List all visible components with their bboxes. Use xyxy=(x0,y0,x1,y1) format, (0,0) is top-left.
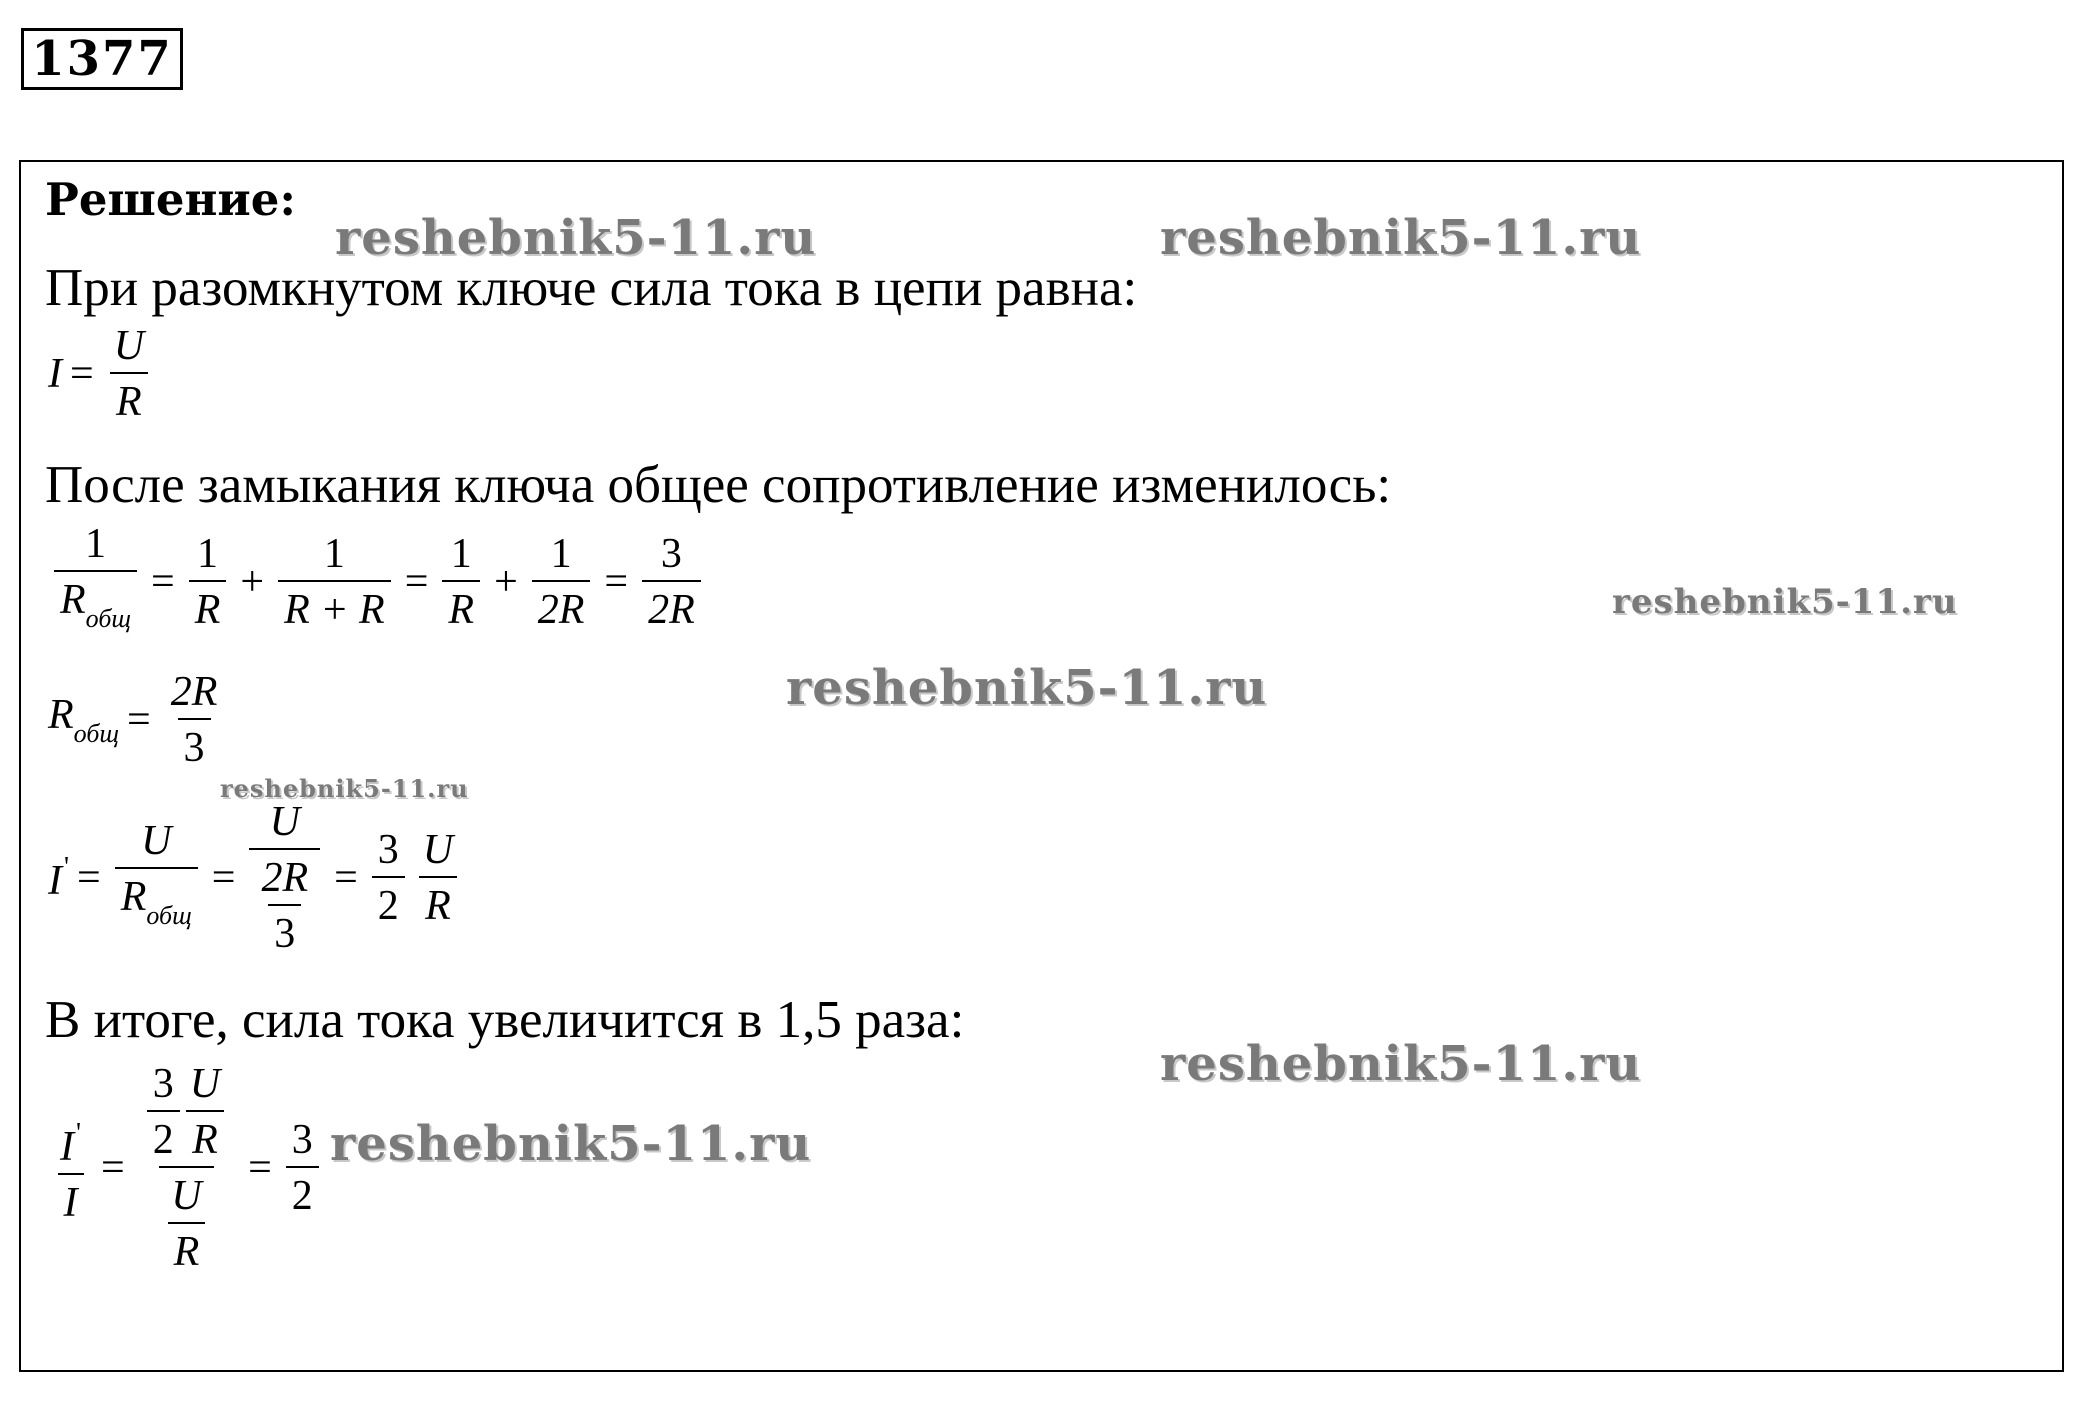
numerator: 1 xyxy=(450,530,472,577)
solution-box xyxy=(19,160,2064,1372)
prime-mark: ' xyxy=(64,851,70,883)
numerator-2R: 2R xyxy=(170,669,218,715)
subscript-total: общ xyxy=(85,604,132,633)
equals-sign: = xyxy=(404,558,429,605)
denominator: 2 xyxy=(147,1110,180,1164)
numerator: 3 xyxy=(377,827,399,873)
formula-ratio xyxy=(48,1060,325,1276)
subscript-total: общ xyxy=(146,900,192,930)
denominator-2R: 2R xyxy=(537,586,585,633)
watermark-text: reshebnik5-11.ru xyxy=(1160,210,1642,266)
equals-sign: = xyxy=(70,351,94,397)
equals-sign: = xyxy=(211,855,236,901)
numerator: 3 xyxy=(660,530,682,577)
text-closed-key: После замыкания ключа общее сопротивление изменилось: xyxy=(45,456,1392,514)
numerator: 1 xyxy=(197,530,219,577)
symbol-U: U xyxy=(422,827,454,873)
denominator: 2 xyxy=(286,1166,319,1220)
formula-ohm xyxy=(48,322,156,426)
solution-heading: Решение: xyxy=(45,173,297,226)
plus-sign: + xyxy=(240,558,265,605)
formula-total-resistance xyxy=(48,520,707,643)
symbol-R: R xyxy=(192,1117,218,1163)
watermark-text: reshebnik5-11.ru xyxy=(786,660,1268,716)
symbol-I: I xyxy=(48,857,62,904)
fraction-3-over-2 xyxy=(286,1116,319,1220)
symbol-I: I xyxy=(63,1179,78,1226)
symbol-R: R xyxy=(448,586,475,633)
symbol-R: R xyxy=(48,692,74,738)
fraction-1-over-R xyxy=(442,530,480,634)
fraction-compound xyxy=(139,1060,234,1276)
prime-mark: ' xyxy=(76,1117,82,1149)
fraction-2R-over-3 xyxy=(165,668,224,772)
problem-number: 1377 xyxy=(21,28,183,90)
numerator: 1 xyxy=(323,530,345,577)
numerator-2R: 2R xyxy=(261,855,309,901)
fraction-U-over-Rtotal xyxy=(115,817,198,940)
symbol-R: R xyxy=(173,1229,200,1275)
denominator: 2 xyxy=(372,876,405,930)
fraction-1-over-R-plus-R xyxy=(278,530,391,634)
denominator: 3 xyxy=(178,718,211,772)
equals-sign: = xyxy=(334,855,358,901)
formula-new-current xyxy=(48,798,465,958)
equals-sign: = xyxy=(151,558,175,605)
numerator: 1 xyxy=(85,521,107,567)
denominator: 3 xyxy=(268,904,301,958)
fraction-1-over-Rtotal xyxy=(54,520,137,643)
watermark-text: reshebnik5-11.ru xyxy=(330,1116,812,1172)
symbol-R: R xyxy=(116,379,142,425)
numerator: 3 xyxy=(291,1117,313,1163)
symbol-I: I xyxy=(60,1123,74,1170)
symbol-I: I xyxy=(48,351,62,397)
symbol-U: U xyxy=(171,1173,202,1219)
equals-sign: = xyxy=(248,1145,272,1191)
text-conclusion: В итоге, сила тока увеличится в 1,5 раза: xyxy=(45,991,965,1049)
fraction-Iprime-over-I xyxy=(54,1110,87,1227)
symbol-U: U xyxy=(141,817,172,864)
watermark-text: reshebnik5-11.ru xyxy=(335,210,817,266)
fraction-1-over-R xyxy=(189,530,227,634)
symbol-U: U xyxy=(269,799,300,845)
equals-sign: = xyxy=(604,558,629,605)
watermark-text: reshebnik5-11.ru xyxy=(1160,1036,1642,1092)
watermark-text: reshebnik5-11.ru xyxy=(1612,582,1958,622)
fraction-3-over-2R xyxy=(642,530,701,634)
equals-sign: = xyxy=(127,697,151,743)
fraction-3-over-2 xyxy=(372,826,405,930)
symbol-U: U xyxy=(113,323,145,369)
subscript-total: общ xyxy=(73,719,120,748)
fraction-1-over-2R xyxy=(532,530,591,634)
fraction-U-over-R xyxy=(417,826,459,930)
symbol-R: R xyxy=(194,586,221,633)
symbol-U: U xyxy=(189,1061,221,1107)
numerator: 1 xyxy=(550,530,572,577)
text-open-key: При разомкнутом ключе сила тока в цепи равна: xyxy=(45,259,1138,317)
fraction-U-over-R xyxy=(108,322,150,426)
symbol-R: R xyxy=(425,883,451,929)
symbol-R: R xyxy=(60,577,86,623)
formula-rtotal-value xyxy=(48,668,229,772)
denominator-R-plus-R: R + R xyxy=(284,586,385,633)
denominator-2R: 2R xyxy=(648,586,695,633)
equals-sign: = xyxy=(77,855,101,901)
numerator: 3 xyxy=(152,1061,174,1107)
fraction-U-over-2R-over-3 xyxy=(249,798,320,958)
watermark-text: reshebnik5-11.ru xyxy=(220,774,469,803)
symbol-R: R xyxy=(120,873,147,920)
equals-sign: = xyxy=(101,1145,125,1191)
plus-sign: + xyxy=(494,558,518,605)
